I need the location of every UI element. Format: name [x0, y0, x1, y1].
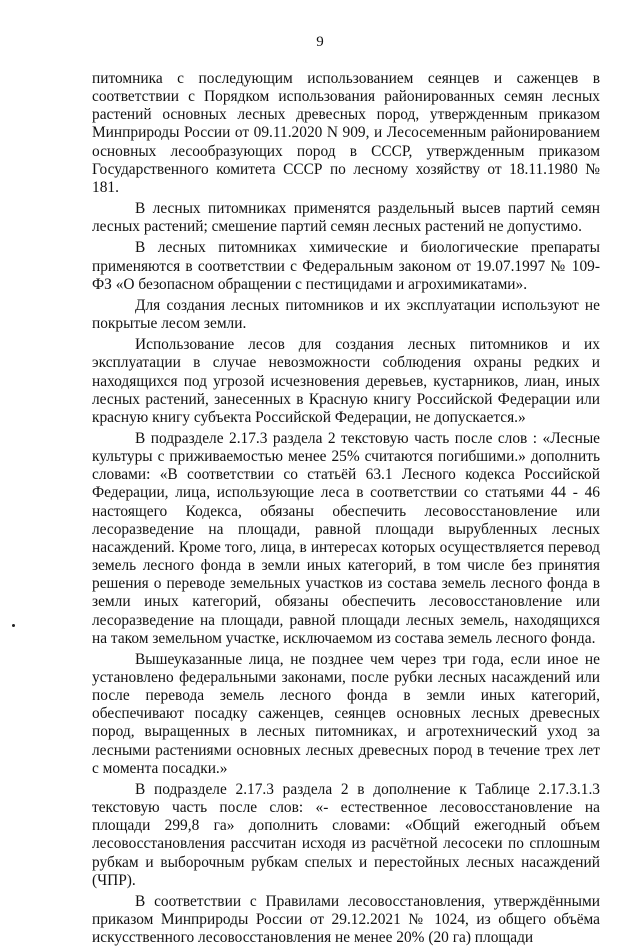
paragraph: Использование лесов для создания лесных питомников и их эксплуатации в случае невозможности соблюдения охраны редких и находящихся под угрозой исчезновения деревьев, кустарников, лиан, иных лесных растений, занесенных в Красную книгу Российской Федерации или красную книгу субъекта Российской Федерации, не допускается.» — [92, 336, 600, 426]
paragraph: В лесных питомниках химические и биологические препараты применяются в соответствии с Федеральным законом от 19.07.1997 № 109-ФЗ «О безопасном обращении с пестицидами и агрохимикатами». — [92, 239, 600, 293]
paragraph: В подразделе 2.17.3 раздела 2 текстовую часть после слов : «Лесные культуры с приживаемостью менее 25% считаются погибшими.» дополнить словами: «В соответствии со статьёй 63.1 Лесного кодекса Российской Федерации, лица, использующие леса в соответствии со статьями 44 - 46 настоящего Кодекса, обязаны обеспечить лесовосстановление или лесоразведение на площади, равной площади вырубленных лесных насаждений. Кроме того, лица, в интересах которых осуществляется перевод земель лесного фонда в земли иных категорий, в том числе без принятия решения о переводе земельных участков из состава земель лесного фонда в земли иных категорий, обязаны обеспечить лесовосстановление или лесоразведение на площади, равной площади лесных земель, находящихся на таком земельном участке, исключаемом из состава земель лесного фонда. — [92, 429, 600, 647]
paragraph: питомника с последующим использованием сеянцев и саженцев в соответствии с Порядком использования районированных семян лесных растений основных лесных древесных пород, утвержденным приказом Минприроды России от 09.11.2020 N 909, и Лесосеменным районированием основных лесообразующих пород в СССР, утвержденным приказом Государственного комитета СССР по лесному хозяйству от 18.11.1980 № 181. — [92, 70, 600, 196]
paragraph: Для создания лесных питомников и их эксплуатации используют не покрытые лесом земли. — [92, 296, 600, 333]
paragraph: В соответствии с Правилами лесовосстановления, утверждёнными приказом Минприроды России от 29.12.2021 № 1024, из общего объёма искусственного лесовосстановления не менее 20% (20 га) площади — [92, 892, 600, 947]
paragraph: Вышеуказанные лица, не позднее чем через три года, если иное не установлено федеральными законами, после рубки лесных насаждений или после перевода земель лесного фонда в земли иных категорий, обеспечивают посадку саженцев, сеянцев основных лесных древесных пород, выращенных в лесных питомниках, и агротехнический уход за лесными растениями основных лесных древесных пород в течение трех лет с момента посадки.» — [92, 650, 600, 777]
page-number: 9 — [316, 34, 324, 50]
paragraph: В подразделе 2.17.3 раздела 2 в дополнение к Таблице 2.17.3.1.3 текстовую часть после слов: «- естественное лесовосстановление на площади 299,8 га» дополнить словами: «Общий ежегодный объем лесовосстановления рассчитан исходя из расчётной лесосеки по сплошным рубкам и выборочным рубкам спелых и перестойных лесных насаждений (ЧПР). — [92, 780, 600, 889]
margin-dot — [12, 624, 15, 627]
document-body — [92, 70, 600, 947]
paragraph: В лесных питомниках применятся раздельный высев партий семян лесных растений; смешение партий семян лесных растений не допустимо. — [92, 200, 600, 236]
